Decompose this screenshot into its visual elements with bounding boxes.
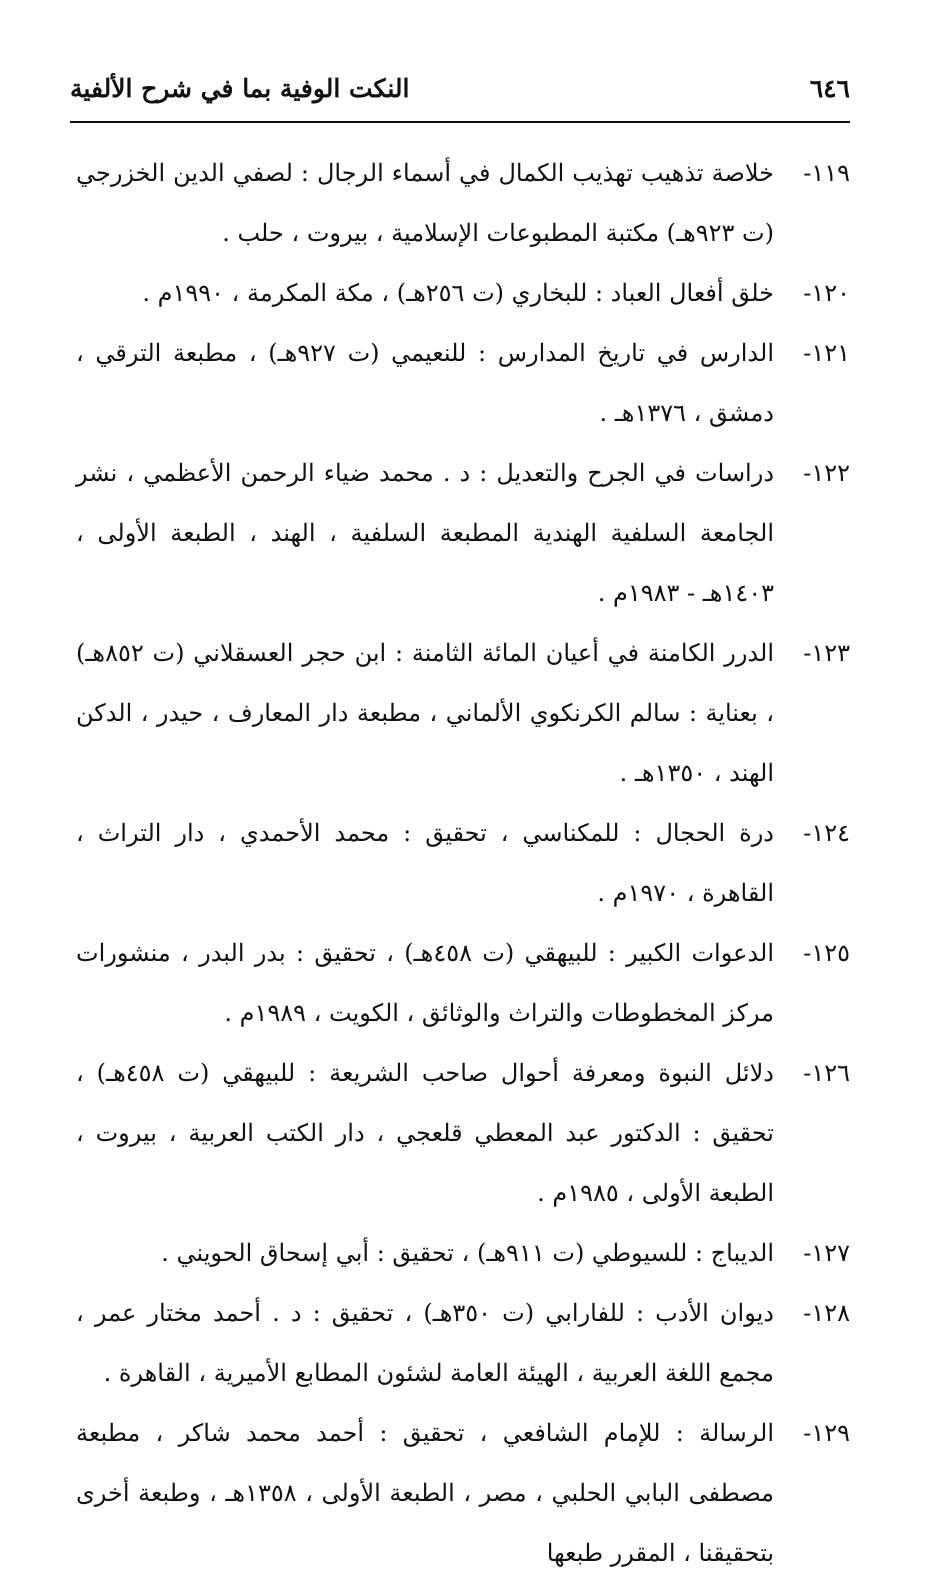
entry-number: ١٢٧- [803, 1239, 850, 1267]
entry-text: الرسالة : للإمام الشافعي ، تحقيق : أحمد محمد شاكر ، مطبعة مصطفى البابي الحلبي ، مصر ، الطبعة الأولى ، ١٣٥٨هـ ، وطبعة أخرى بتحقيقنا ، المقرر طبعها [76, 1419, 774, 1567]
bibliography-entry-122 [76, 443, 850, 623]
entry-number: ١٢١- [803, 339, 850, 367]
bibliography-list [76, 143, 850, 1583]
entry-number: ١٢٦- [803, 1059, 850, 1087]
page-number: ٦٤٦ [809, 74, 850, 103]
bibliography-entry-128 [76, 1283, 850, 1403]
bibliography-entry-120 [76, 263, 850, 323]
bibliography-entry-119 [76, 143, 850, 263]
entry-number: ١٢٥- [803, 939, 850, 967]
entry-text: دراسات في الجرح والتعديل : د . محمد ضياء الرحمن الأعظمي ، نشر الجامعة السلفية الهندية المطبعة السلفية ، الهند ، الطبعة الأولى ، ١٤٠٣هـ - ١٩٨٣م . [76, 459, 774, 607]
bibliography-entry-129 [76, 1403, 850, 1583]
entry-text: درة الحجال : للمكناسي ، تحقيق : محمد الأحمدي ، دار التراث ، القاهرة ، ١٩٧٠م . [76, 819, 774, 907]
bibliography-entry-127 [76, 1223, 850, 1283]
bibliography-entry-125 [76, 923, 850, 1043]
page-header [70, 70, 850, 116]
entry-number: ١٢٣- [803, 639, 850, 667]
header-rule [70, 121, 850, 123]
entry-number: ١٢٤- [803, 819, 850, 847]
entry-text: الدعوات الكبير : للبيهقي (ت ٤٥٨هـ) ، تحقيق : بدر البدر ، منشورات مركز المخطوطات والتراث والوثائق ، الكويت ، ١٩٨٩م . [76, 939, 775, 1027]
entry-text: خلق أفعال العباد : للبخاري (ت ٢٥٦هـ) ، مكة المكرمة ، ١٩٩٠م . [142, 279, 774, 307]
entry-text: الدارس في تاريخ المدارس : للنعيمي (ت ٩٢٧هـ) ، مطبعة الترقي ، دمشق ، ١٣٧٦هـ . [76, 339, 775, 427]
entry-number: ١٢٢- [803, 459, 850, 487]
entry-number: ١٢٠- [803, 279, 850, 307]
entry-number: ١٢٩- [803, 1419, 850, 1447]
bibliography-entry-124 [76, 803, 850, 923]
entry-number: ١٢٨- [803, 1299, 850, 1327]
entry-text: الديباج : للسيوطي (ت ٩١١هـ) ، تحقيق : أبي إسحاق الحويني . [161, 1239, 774, 1267]
entry-number: ١١٩- [803, 159, 850, 187]
entry-text: الدرر الكامنة في أعيان المائة الثامنة : ابن حجر العسقلاني (ت ٨٥٢هـ) ، بعناية : سالم الكرنكوي الألماني ، مطبعة دار المعارف ، حيدر ، الدكن الهند ، ١٣٥٠هـ . [76, 639, 775, 787]
running-title: النكت الوفية بما في شرح الألفية [70, 74, 410, 103]
entry-text: ديوان الأدب : للفارابي (ت ٣٥٠هـ) ، تحقيق : د . أحمد مختار عمر ، مجمع اللغة العربية ، الهيئة العامة لشئون المطابع الأميرية ، القاهرة . [76, 1299, 774, 1387]
bibliography-entry-126 [76, 1043, 850, 1223]
bibliography-entry-121 [76, 323, 850, 443]
bibliography-entry-123 [76, 623, 850, 803]
entry-text: خلاصة تذهيب تهذيب الكمال في أسماء الرجال : لصفي الدين الخزرجي (ت ٩٢٣هـ) مكتبة المطبوعات الإسلامية ، بيروت ، حلب . [76, 159, 774, 247]
entry-text: دلائل النبوة ومعرفة أحوال صاحب الشريعة : للبيهقي (ت ٤٥٨هـ) ، تحقيق : الدكتور عبد المعطي قلعجي ، دار الكتب العربية ، بيروت ، الطبعة الأولى ، ١٩٨٥م . [76, 1059, 774, 1207]
